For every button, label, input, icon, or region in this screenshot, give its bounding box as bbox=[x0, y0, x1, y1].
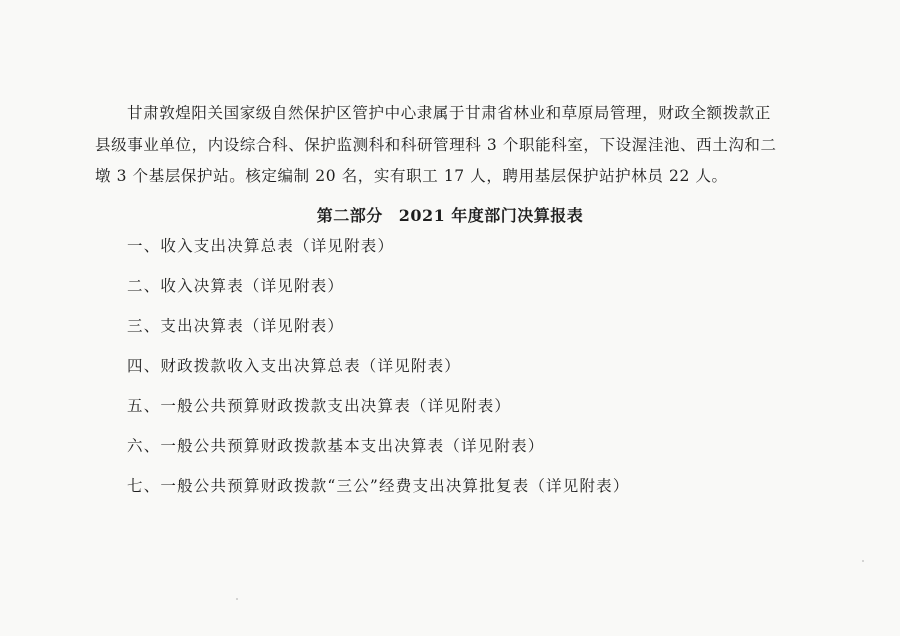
scan-speck bbox=[236, 598, 238, 600]
intro-paragraph bbox=[95, 98, 795, 193]
list-item: 四、财政拨款收入支出决算总表（详见附表） bbox=[127, 357, 462, 375]
intro-line-2: 县级事业单位，内设综合科、保护监测科和科研管理科 3 个职能科室，下设渥洼池、西土沟和二 bbox=[95, 135, 777, 154]
report-list bbox=[127, 232, 630, 512]
list-item: 一、收入支出决算总表（详见附表） bbox=[127, 237, 395, 255]
section-heading bbox=[0, 203, 900, 226]
intro-line-1: 甘肃敦煌阳关国家级自然保护区管护中心隶属于甘肃省林业和草原局管理，财政全额拨款正 bbox=[127, 104, 772, 122]
scan-speck bbox=[862, 560, 864, 562]
list-item: 三、支出决算表（详见附表） bbox=[127, 317, 345, 335]
list-item: 七、一般公共预算财政拨款“三公”经费支出决算批复表（详见附表） bbox=[127, 477, 630, 495]
list-item: 六、一般公共预算财政拨款基本支出决算表（详见附表） bbox=[127, 437, 545, 455]
list-item: 五、一般公共预算财政拨款支出决算表（详见附表） bbox=[127, 397, 512, 415]
section-title: 2021 年度部门决算报表 bbox=[398, 206, 584, 225]
section-part-label: 第二部分 bbox=[316, 206, 383, 225]
intro-line-3: 墩 3 个基层保护站。核定编制 20 名，实有职工 17 人，聘用基层保护站护林员 22 人。 bbox=[95, 167, 728, 185]
list-item: 二、收入决算表（详见附表） bbox=[127, 277, 345, 295]
